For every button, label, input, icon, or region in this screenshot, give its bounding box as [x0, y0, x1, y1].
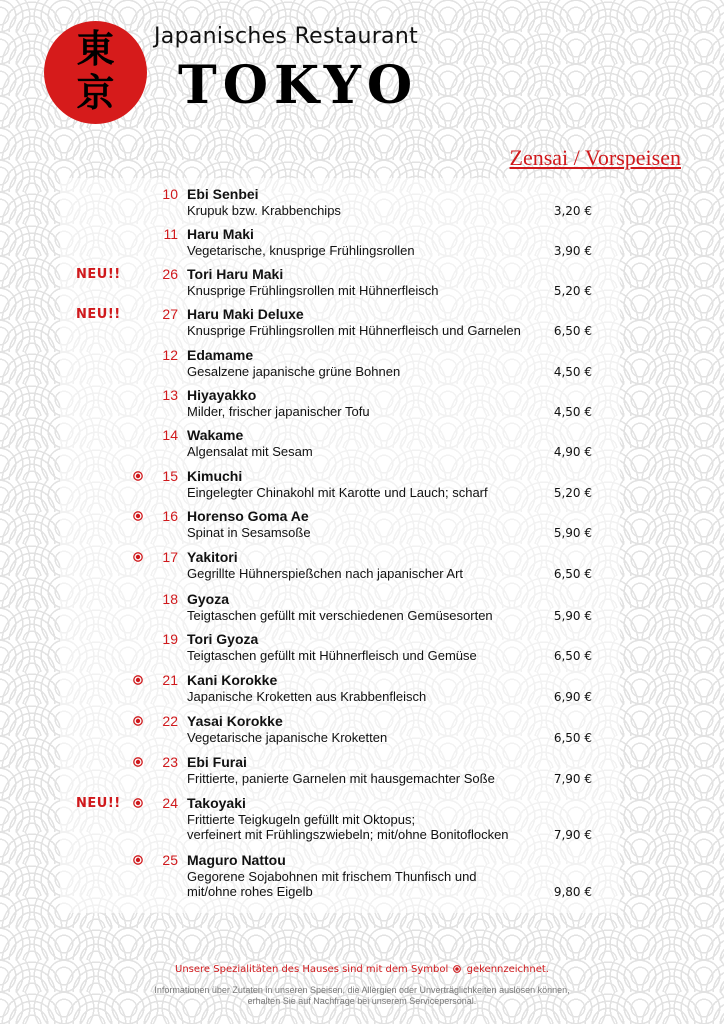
item-number: 10	[162, 186, 178, 202]
item-price: 3,20 €	[553, 204, 592, 218]
item-description	[187, 566, 463, 581]
item-description-line: Frittierte, panierte Garnelen mit hausgemachter Soße	[187, 771, 495, 786]
new-badge: NEU!!	[76, 307, 121, 322]
item-name: Haru Maki	[187, 226, 254, 242]
logo-kanji-capital: 京	[76, 70, 115, 115]
item-price: 6,90 €	[553, 690, 592, 704]
item-price: 5,90 €	[553, 526, 592, 540]
item-name: Takoyaki	[187, 795, 246, 811]
item-name: Maguro Nattou	[187, 852, 286, 868]
item-price: 7,90 €	[553, 772, 592, 786]
logo-seal	[44, 21, 147, 124]
specialty-symbol-icon	[133, 757, 143, 767]
item-name: Yakitori	[187, 549, 238, 565]
item-description-line: Algensalat mit Sesam	[187, 444, 313, 459]
item-description	[187, 203, 341, 218]
item-price: 9,80 €	[553, 885, 592, 899]
item-price: 5,20 €	[553, 486, 592, 500]
item-description	[187, 812, 509, 842]
item-number: 19	[162, 631, 178, 647]
item-name: Tori Gyoza	[187, 631, 259, 647]
item-name: Kimuchi	[187, 468, 243, 484]
item-description	[187, 689, 426, 704]
item-price: 4,50 €	[553, 405, 592, 419]
item-description-line: Gegrillte Hühnerspießchen nach japanischer Art	[187, 566, 464, 581]
specialty-symbol-icon	[133, 552, 143, 562]
allergy-line-1: Informationen über Zutaten in unseren Speisen, die Allergien oder Unverträglichkeiten auslösen können,	[154, 985, 570, 995]
specialty-note	[0, 964, 724, 975]
item-name: Tori Haru Maki	[187, 266, 284, 282]
item-description-line: Teigtaschen gefüllt mit Hühnerfleisch und Gemüse	[187, 648, 477, 663]
allergy-line-2: erhalten Sie auf Nachfrage bei unserem Servicepersonal.	[247, 996, 477, 1006]
item-description	[187, 648, 477, 663]
item-description-line: Milder, frischer japanischer Tofu	[187, 404, 370, 419]
item-description	[187, 243, 415, 258]
item-number: 25	[162, 852, 178, 868]
specialty-symbol-icon	[133, 716, 143, 726]
item-description-line: Spinat in Sesamsoße	[187, 525, 311, 540]
item-description	[187, 608, 493, 623]
item-description	[187, 364, 400, 379]
item-number: 16	[162, 508, 178, 524]
item-price: 6,50 €	[553, 324, 592, 338]
item-number: 24	[162, 795, 178, 811]
item-price: 7,90 €	[553, 828, 592, 842]
item-price: 5,90 €	[553, 609, 592, 623]
item-price: 6,50 €	[553, 567, 592, 581]
item-number: 26	[162, 266, 178, 282]
specialty-symbol-icon	[133, 675, 143, 685]
item-description	[187, 444, 313, 459]
item-price: 3,90 €	[553, 244, 592, 258]
item-name: Edamame	[187, 347, 254, 363]
item-number: 27	[162, 306, 178, 322]
specialty-symbol-icon	[133, 471, 143, 481]
new-badge: NEU!!	[76, 267, 121, 282]
item-name: Yasai Korokke	[187, 713, 283, 729]
item-name: Ebi Furai	[187, 754, 247, 770]
item-description-line: Teigtaschen gefüllt mit verschiedenen Gemüsesorten	[187, 608, 493, 623]
item-number: 18	[162, 591, 178, 607]
item-description	[187, 730, 387, 745]
new-badge: NEU!!	[76, 796, 121, 811]
item-description-line: Japanische Kroketten aus Krabbenfleisch	[187, 689, 427, 704]
item-description-line: Gegorene Sojabohnen mit frischem Thunfisch und	[187, 869, 477, 884]
item-description-line: Knusprige Frühlingsrollen mit Hühnerfleisch und Garnelen	[187, 323, 521, 338]
allergy-note	[0, 985, 724, 1007]
item-description	[187, 869, 477, 899]
item-price: 4,50 €	[553, 365, 592, 379]
logo-kanji-east: 東	[76, 26, 115, 71]
item-price: 5,20 €	[553, 284, 592, 298]
item-description-line: Knusprige Frühlingsrollen mit Hühnerfleisch	[187, 283, 439, 298]
item-price: 6,50 €	[553, 649, 592, 663]
item-description-line: Gesalzene japanische grüne Bohnen	[187, 364, 401, 379]
item-description-line: mit/ohne rohes Eigelb	[187, 884, 313, 899]
section-title: Zensai / Vorspeisen	[509, 145, 681, 170]
item-name: Hiyayakko	[187, 387, 257, 403]
item-price: 4,90 €	[553, 445, 592, 459]
specialty-symbol-icon	[133, 511, 143, 521]
item-number: 15	[162, 468, 178, 484]
item-description	[187, 323, 521, 338]
item-description	[187, 404, 370, 419]
specialty-symbol-icon	[453, 965, 461, 973]
item-description-line: Vegetarische japanische Kroketten	[187, 730, 388, 745]
item-number: 13	[162, 387, 178, 403]
item-price: 6,50 €	[553, 731, 592, 745]
restaurant-subtitle: Japanisches Restaurant	[154, 24, 419, 49]
item-name: Haru Maki Deluxe	[187, 306, 304, 322]
item-name: Ebi Senbei	[187, 186, 259, 202]
item-description	[187, 771, 495, 786]
item-number: 11	[163, 226, 178, 242]
item-name: Horenso Goma Ae	[187, 508, 309, 524]
item-description	[187, 525, 311, 540]
item-name: Gyoza	[187, 591, 230, 607]
specialty-symbol-icon	[133, 855, 143, 865]
item-name: Kani Korokke	[187, 672, 278, 688]
item-number: 12	[162, 347, 178, 363]
item-number: 22	[162, 713, 178, 729]
specialty-note-after: gekennzeichnet.	[466, 964, 549, 975]
item-number: 14	[162, 427, 178, 443]
restaurant-name: TOKYO	[178, 55, 419, 116]
item-description-line: Vegetarische, knusprige Frühlingsrollen	[187, 243, 415, 258]
item-name: Wakame	[187, 427, 244, 443]
item-number: 17	[162, 549, 178, 565]
item-description-line: Frittierte Teigkugeln gefüllt mit Oktopus;	[187, 812, 416, 827]
item-description	[187, 283, 438, 298]
item-description-line: verfeinert mit Frühlingszwiebeln; mit/ohne Bonitoflocken	[187, 827, 509, 842]
specialty-note-before: Unsere Spezialitäten des Hauses sind mit dem Symbol	[175, 964, 449, 975]
item-description-line: Krupuk bzw. Krabbenchips	[187, 203, 341, 218]
item-description-line: Eingelegter Chinakohl mit Karotte und Lauch; scharf	[187, 485, 488, 500]
item-number: 21	[162, 672, 178, 688]
specialty-symbol-icon	[133, 798, 143, 808]
item-number: 23	[162, 754, 178, 770]
item-description	[187, 485, 488, 500]
